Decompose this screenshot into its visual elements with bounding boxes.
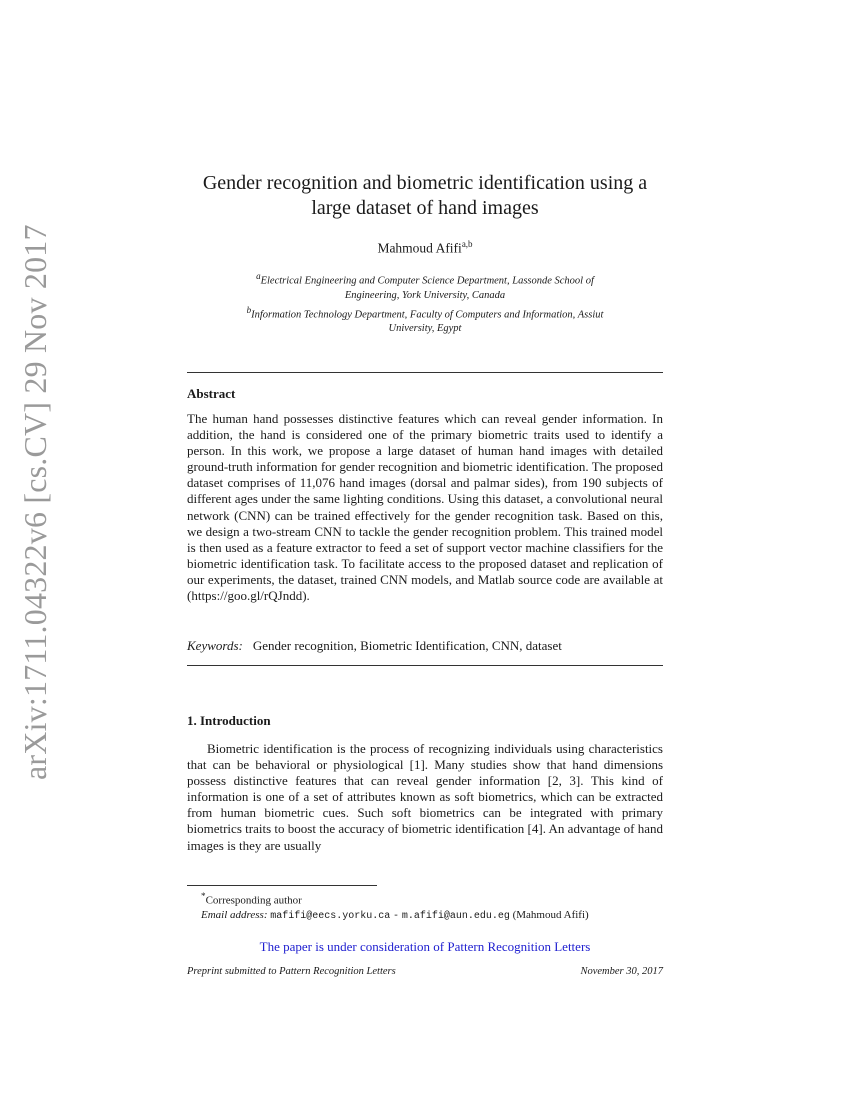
author-marks: a,b (461, 239, 473, 249)
journal-notice: The paper is under consideration of Pattern Recognition Letters (259, 939, 591, 954)
footnote-rule (187, 885, 377, 886)
preprint-date: November 30, 2017 (580, 966, 663, 977)
affiliation-a-line-1: $^a$Electrical Engineering and Computer Science Department, Lassonde School of (256, 271, 594, 287)
footnote-corresponding (201, 889, 589, 908)
author-line (150, 239, 700, 257)
footnote-mark: * (201, 891, 206, 901)
footnote-corresponding-text: Corresponding author (205, 894, 302, 907)
introduction-text: Biometric identification is the process of recognizing individuals using characteristics that can be behavioral or physiological [1]. Many studies show that hand dimensions possess distinctive features that can reveal gender information [2, 3]. This kind of information is one of a set of attributes known as soft biometrics, which can be extracted from human biometric cues. Such soft biometrics can be integrated with primary biometrics traits to boost the accuracy of biometric identification [4]. An advantage of hand images is they are usually (187, 741, 663, 853)
author-name: Mahmoud Afifi (377, 240, 462, 256)
email-owner: (Mahmoud Afifi) (512, 908, 589, 921)
abstract-top-rule (187, 372, 663, 373)
introduction-heading: 1. Introduction (187, 713, 271, 728)
title-line-1: Gender recognition and biometric identification using a (202, 172, 648, 194)
affiliation-b-line-2: University, Egypt (388, 323, 462, 334)
footnote (201, 889, 589, 924)
affiliations (150, 269, 700, 336)
paper-title (150, 171, 700, 221)
keywords-text: Gender recognition, Biometric Identification, CNN, dataset (252, 638, 562, 653)
abstract-heading: Abstract (187, 386, 236, 401)
abstract-text: The human hand possesses distinctive features which can reveal gender information. In addition, the hand is considered one of the primary biometric traits used to identify a person. In this work, we propose a large dataset of human hand images with detailed ground-truth information for gender recognition and biometric identification. The proposed dataset comprises of 11,076 hand images (dorsal and palmar sides), from 190 subjects of different ages under the same lighting conditions. Using this dataset, a convolutional neural network (CNN) can be trained effectively for the gender recognition task. Based on this, we design a two-stream CNN to tackle the gender recognition problem. This trained model is then used as a feature extractor to feed a set of support vector machine classifiers for the biometric identification task. To facilitate access to the proposed dataset and replication of our experiments, the dataset, trained CNN models, and Matlab source code are available at (https://goo.gl/rQJndd). (187, 411, 663, 604)
title-line-2: large dataset of hand images (311, 197, 539, 219)
keywords-label: Keywords: (187, 638, 243, 653)
email-link-2[interactable]: m.afifi@aun.edu.eg (401, 910, 510, 922)
arxiv-stamp: arXiv:1711.04322v6 [cs.CV] 29 Nov 2017 (17, 224, 53, 780)
affiliation-b-line-1: $^b$Information Technology Department, Faculty of Computers and Information, Assiut (246, 304, 604, 320)
email-label: Email address: (201, 908, 268, 921)
abstract-bottom-rule (187, 665, 663, 666)
preprint-note: Preprint submitted to Pattern Recognition Letters (187, 966, 396, 977)
footnote-email (201, 908, 589, 924)
email-separator: - (393, 910, 400, 922)
affiliation-mark: b (246, 304, 252, 315)
email-link-1[interactable]: mafifi@eecs.yorku.ca (270, 910, 391, 922)
affiliation-a-line-2: Engineering, York University, Canada (344, 289, 506, 301)
affiliation-mark: a (256, 271, 261, 281)
keywords (187, 638, 562, 654)
